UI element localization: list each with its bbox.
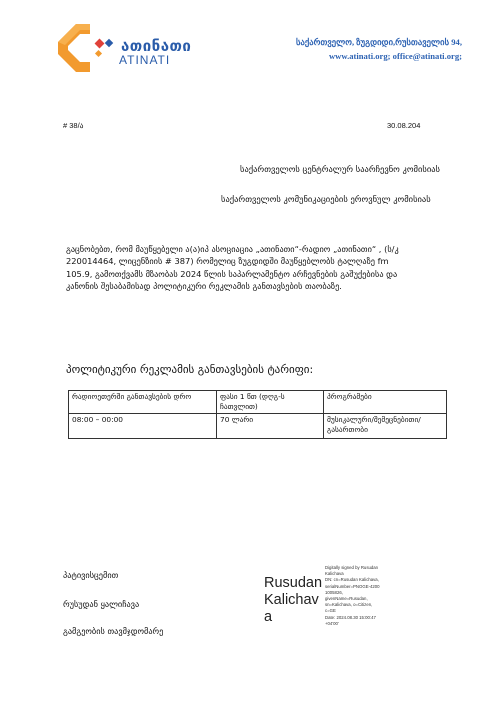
document-date: 30.08.204 bbox=[387, 121, 421, 130]
signature-detail-line: sn=Kalichava, o=Citizen, bbox=[325, 602, 373, 608]
signature-name-line: a bbox=[264, 609, 273, 625]
signature-detail-line: Kalichava bbox=[325, 571, 344, 577]
signature-detail-line: Date: 2024.08.30 15:00:47 bbox=[325, 614, 376, 620]
recipient-2: საქართველოს კომუნიკაციების ეროვნულ კომისიას bbox=[221, 195, 431, 205]
closing-respect: პატივისცემით bbox=[63, 570, 119, 580]
header-web-email[interactable]: www.atinati.org; office@atinati.org; bbox=[328, 51, 462, 61]
body-line: გაცნობებთ, რომ მაუწყებელი ა(ა)იპ ასოციაცია „ათინათი“-რადიო „ათინათი“ , (ს/კ bbox=[66, 244, 399, 254]
signature-detail-line: givenName=Rusudan, bbox=[325, 596, 368, 602]
table-cell: მუსიკალური/შემეცნებითი/გასართობი bbox=[324, 414, 447, 439]
signature-detail-line: 1005826, bbox=[325, 589, 343, 595]
body-line: 220014464, ლიცენზიის # 387) რომელიც ზუგდიდში მაუწყებლობს ტალღაზე fm bbox=[66, 256, 389, 267]
logo-name: ათინათი bbox=[121, 37, 192, 55]
recipient-1: საქართველოს ცენტრალურ საარჩევნო კომისიას bbox=[240, 165, 440, 175]
table-header-cell: რადიოეთერში განთავსების დრო bbox=[69, 391, 217, 414]
document-number: # 38/ა bbox=[63, 121, 84, 130]
table-cell: 70 ლარი bbox=[217, 414, 324, 439]
signature-detail-line: +04'00' bbox=[325, 620, 339, 626]
table-row bbox=[69, 414, 447, 439]
digital-signature-details bbox=[325, 565, 415, 627]
tariff-title: პოლიტიკური რეკლამის განთავსების ტარიფი: bbox=[66, 363, 314, 376]
tariff-table bbox=[68, 390, 447, 439]
signature-detail-line: c=GE bbox=[325, 608, 336, 614]
digital-signature-name bbox=[264, 575, 322, 626]
signature-detail-line: Digitally signed by Rusudan bbox=[325, 565, 379, 570]
signatory-title: გამგეობის თავმჯდომარე bbox=[63, 626, 164, 636]
signature-name-line: Rusudan bbox=[264, 575, 323, 591]
header-address: საქართველო, ზუგდიდი,რუსთაველის 94, bbox=[295, 37, 462, 47]
body-paragraph bbox=[66, 243, 461, 293]
signatory-name: რუსუდან ყალიჩავა bbox=[63, 599, 140, 609]
body-line: 105.9, გამოთქვამს მზაობას 2024 წლის საპარლამენტო არჩევნების გაშუქებისა და bbox=[66, 268, 398, 279]
signature-detail-line: DN: cn=Rusudan Kalichava, bbox=[325, 577, 379, 583]
logo-mark-icon bbox=[50, 18, 125, 78]
table-header-row bbox=[69, 391, 447, 414]
signature-detail-line: serialNumber=PNOGE-4200 bbox=[325, 583, 380, 589]
table-header-cell: პროგრამები bbox=[324, 391, 447, 414]
body-line: კანონის შესაბამისად პოლიტიკური რეკლამის განთავსების თაობაზე. bbox=[66, 281, 342, 292]
table-header-cell: ფასი 1 წთ (დღგ-ს ჩათვლით) bbox=[217, 391, 324, 414]
signature-name-line: Kalichav bbox=[264, 592, 319, 608]
table-cell: 08:00 – 00:00 bbox=[69, 414, 217, 439]
logo-latin: ATINATI bbox=[119, 53, 171, 67]
